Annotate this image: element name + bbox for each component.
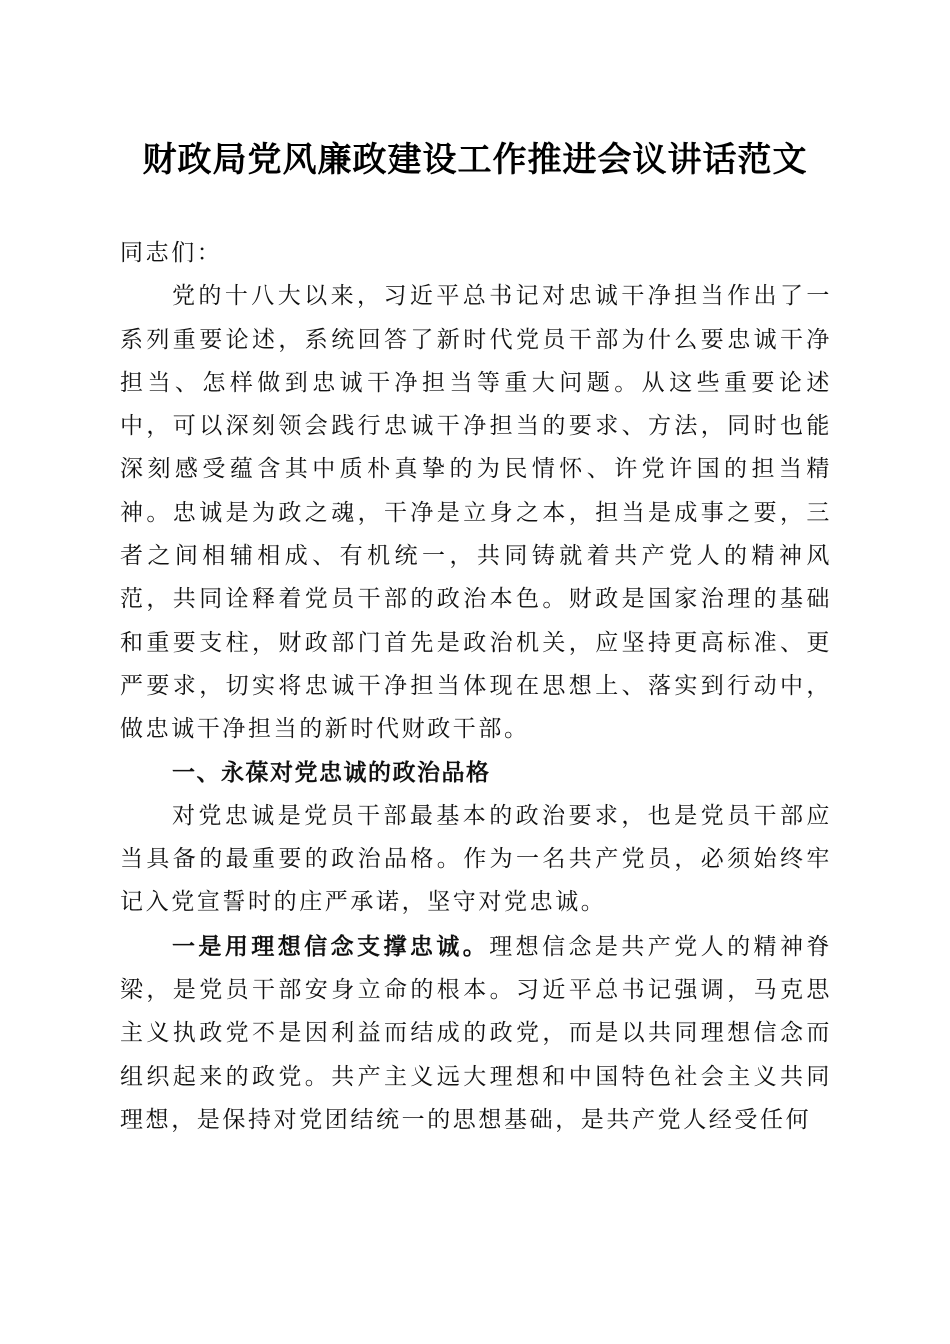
salutation: 同志们： (120, 240, 223, 266)
point-1-text: 理想信念是共产党人的精神脊梁，是党员干部安身立命的根本。习近平总书记强调，马克思主义执政党不是因利益而结成的政党，而是以共同理想信念而组织起来的政党。共产主义远大理想和中国特色社会主义共同理想，是保持对党团结统一的思想基础，是共产党人经受任何 (120, 933, 832, 1133)
point-1-paragraph (120, 925, 832, 1142)
section-heading-1: 一、永葆对党忠诚的政治品格 (172, 759, 491, 786)
point-1-lead: 一是用理想信念支撑忠诚。 (172, 932, 490, 960)
intro-paragraph: 党的十八大以来，习近平总书记对忠诚干净担当作出了一系列重要论述，系统回答了新时代党员干部为什么要忠诚干净担当、怎样做到忠诚干净担当等重大问题。从这些重要论述中，可以深刻领会践行忠诚干净担当的要求、方法，同时也能深刻感受蕴含其中质朴真挚的为民情怀、许党许国的担当精神。忠诚是为政之魂，干净是立身之本，担当是成事之要，三者之间相辅相成、有机统一，共同铸就着共产党人的精神风范，共同诠释着党员干部的政治本色。财政是国家治理的基础和重要支柱，财政部门首先是政治机关，应坚持更高标准、更严要求，切实将忠诚干净担当体现在思想上、落实到行动中，做忠诚干净担当的新时代财政干部。 (120, 283, 832, 743)
section-1-paragraph: 对党忠诚是党员干部最基本的政治要求，也是党员干部应当具备的最重要的政治品格。作为一名共产党员，必须始终牢记入党宣誓时的庄严承诺，坚守对党忠诚。 (120, 802, 832, 916)
document-body (120, 232, 832, 1142)
document-title: 财政局党风廉政建设工作推进会议讲话范文 (142, 140, 808, 180)
